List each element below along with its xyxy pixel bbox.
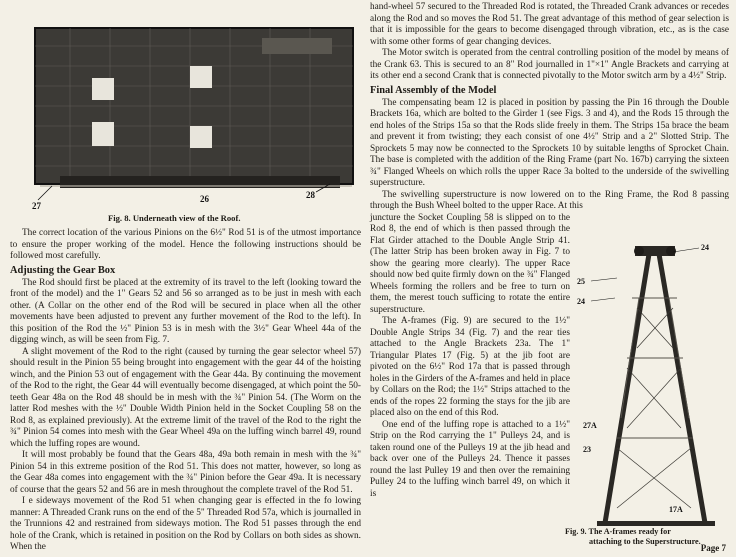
figure-9-caption-line: attaching to the Superstructure. [589,537,701,546]
fig8-label-27: 27 [32,201,41,211]
paragraph: The A-frames (Fig. 9) are secured to the 1½" Double Angle Strips 34 (Fig. 7) and the rear ties attached to the Angle Brackets 23a. The 1" Triangular Plates 17 (Fig. 5) at the jib foot are pivoted on the 6½" Rod 17a that is passed through holes in the Girders of the A-frames and held in place by Collars on the Rod; the 1½" Strips attached to the ends of the ropes 22 forming the stays for the jib are placed also on the end of this Rod. [370,316,570,418]
figure-9-caption [565,527,715,547]
fig9-label-25: 25 [577,277,585,286]
intro-paragraph: The correct location of the various Pinions on the 6½" Rod 51 is of the utmost importance to ensure the proper working of the model. Hence the following instructions should be followed most carefully. [10,228,361,261]
left-column [10,228,361,554]
fig9-label-27a: 27A [583,421,597,430]
heading-final-assembly: Final Assembly of the Model [370,84,497,96]
paragraph: One end of the luffing rope is attached to a 1½" Strip on the Rod carrying the 1" Pulleys 24, and is taken round one of the Pulleys 19 at the jib head and back over one of the Pulleys 24. Thence it passes round the last Pulley 19 and then over the remaining Pulley 24 to the luffing winch barrel 49, on which it is [370,419,570,499]
paragraph: It will most probably be found that the Gears 48a, 49a both remain in mesh with the ¾" Pinion 54 in this extreme position of the Rod 51. This does not matter, however, so long as the Gear 48a comes into engagement with the ¾" Pinion before the Gear 49a. It is necessary of course that the gears 52 and 56 are in mesh throughout the complete travel of the Rod 51. [10,450,361,495]
paragraph: I e sideways movement of the Rod 51 when changing gear is effected in the fo lowing manner: A Threaded Crank runs on the end of the 5" Threaded Rod 57a, which is journalled in the Trunnions 42 and restrained from sideways motion. The Rod 51 passes through the end hole of the Crank, which is retained in position on the Rod by Collars on both sides as shown. When the [10,496,361,552]
fig9-label-24-top: 24 [701,243,709,252]
heading-adjusting-gear-box: Adjusting the Gear Box [10,264,116,276]
figure-8-roof-underside [30,26,362,212]
page-number: Page 7 [700,543,726,553]
figure-9-caption-line: Fig. 9. The A-frames ready for [565,527,671,536]
figure-8-caption: Fig. 8. Underneath view of the Roof. [108,213,241,223]
paragraph: The Motor switch is operated from the central controlling position of the model by means of the Crank 63. This is secured to an 8" Rod journalled in 1"×1" Angle Brackets and carrying at its other end a second Crank that is connected pivotally to the Motor switch arm by a 4½" Strip. [370,48,729,81]
paragraph: juncture the Socket Coupling 58 is slipped on to the Rod 8, the end of which is then passed through the Flat Girder attached to the Double Angle Strip 41. (The latter Strip has been broken away in Fig. 7 to show the gearing more clearly). The upper Race should now bed quite firmly down on the ¾" Flanged Wheels forming the rollers and be free to turn on them, the merest touch sufficing to rotate the entire superstructure. [370,212,570,315]
paragraph: hand-wheel 57 secured to the Threaded Rod is rotated, the Threaded Crank advances or recedes along the Rod and so moves the Rod 51. The great advantage of this method of gear selection is that it is impossible for the gears to become disengaged through vibration, etc., as is the case with some other forms of gear changing devices. [370,2,729,47]
fig8-label-28: 28 [306,190,315,200]
fig9-label-23: 23 [583,445,591,454]
paragraph: A slight movement of the Rod to the right (caused by turning the gear selector wheel 57) should result in the Pinion 55 being brought into engagement with the gear 44 of the hoisting winch, and the Pinion 53 out of engagement with the Gear 44a. By continuing the movement of the Rod to the right, the Gear 44 will eventually become disengaged, at which point the 50-teeth Gear 48a on the Rod 48 should be in mesh with the ¾" Pinion 54. (The Worm on the latter Rod meshes with the ½" Double Width Pinion held in the Socket Coupling 58 on the Rod 8, as explained previously). At the extreme limit of the travel of the Rod to the right the ¾" Pinion 54 comes into mesh with the Gear Wheel 49a on the luffing winch barrel 49, round which the luffing ropes are wound. [10,346,361,449]
figure-9-a-frames [577,238,731,545]
fig9-label-24: 24 [577,297,585,306]
paragraph: The swivelling superstructure is now lowered on to the Ring Frame, the Rod 8 passing through the Bush Wheel bolted to the upper Race. At this [370,189,729,211]
fig8-label-26: 26 [200,194,209,204]
paragraph: The Rod should first be placed at the extremity of its travel to the left (looking toward the front of the model) and the 1" Gears 52 and 56 so arranged as to be just in mesh with each other. (A Collar on the other end of the Rod will be secured in place when all the other movements have been adjusted to prevent any further movement of the Rod to the left). In this position of the Rod the ½" Pinion 53 is in mesh with the 3½" Gear Wheel 44a of the digging winch, as will be seen from Fig. 7. [10,277,361,345]
fig9-label-17a: 17A [669,505,683,514]
paragraph: The compensating beam 12 is placed in position by passing the Pin 16 through the Double Brackets 16a, which are bolted to the Girder 1 (see Figs. 3 and 4), and the Rods 15 through the end holes of the Strips 15a so that the Rods slide freely in them. The Strips 15a brace the beam and prevent it from twisting; they each consist of one 4½" Strip and a 2" Slotted Strip. The Sprockets 5 may now be connected to the Sprockets 10 by suitable lengths of Sprocket Chain. The base is completed with the addition of the Ring Frame (part No. 167b) carrying the sixteen ¾" Flanged Wheels on which rolls the upper Race 3a bolted to the underside of the swivelling superstructure. [370,97,729,188]
